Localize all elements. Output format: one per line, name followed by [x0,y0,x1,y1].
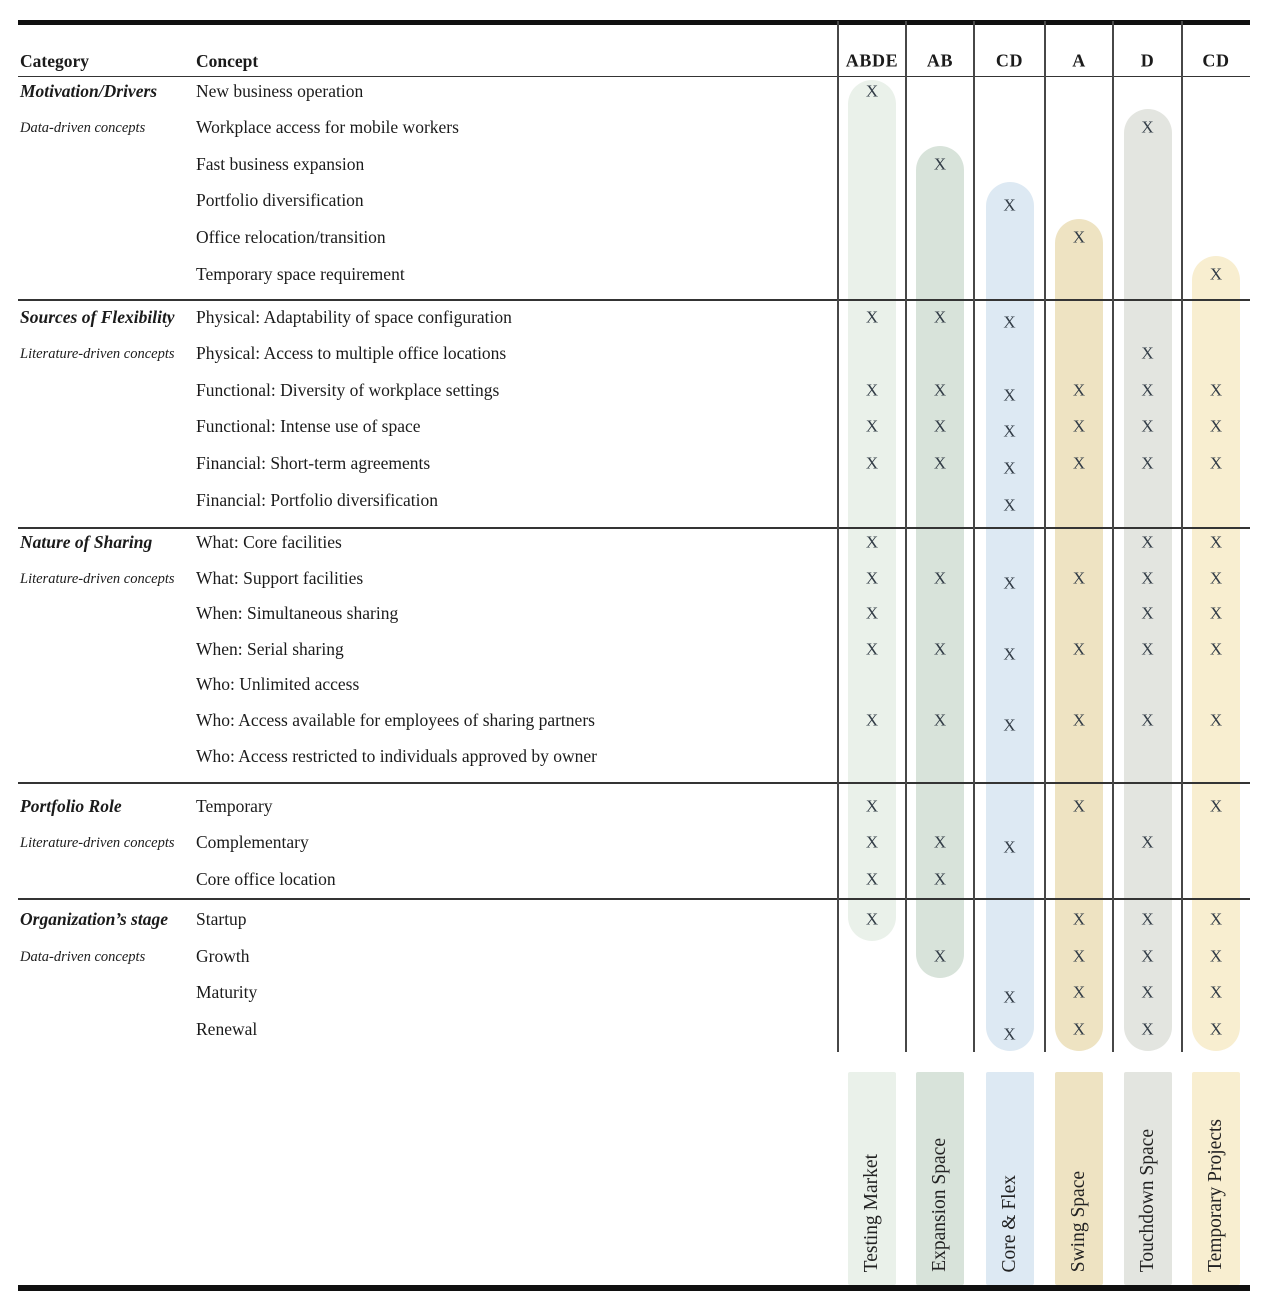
mark-x: X [1003,495,1016,515]
mark-x: X [865,532,879,552]
mark-x: X [865,796,879,816]
header-rule [18,76,1250,78]
mark-x: X [1072,568,1086,588]
concept-cell: What: Core facilities [196,532,342,552]
column-code-header: AB [926,50,954,71]
mark-x: X [1209,568,1223,588]
mark-x: X [1003,644,1016,664]
concept-cell: Functional: Diversity of workplace settings [196,380,500,400]
section-name: Portfolio Role [20,796,122,816]
mark-x: X [1209,946,1223,966]
column-separator [973,21,975,1052]
section-name: Sources of Flexibility [20,307,175,327]
concept-column-header: Concept [196,51,259,71]
column-label: Touchdown Space [1136,1128,1158,1272]
mark-x: X [1141,532,1154,552]
concept-cell: Renewal [196,1019,258,1039]
column-separator [905,21,907,1052]
mark-x: X [1072,453,1086,473]
concept-cell: Growth [196,946,250,966]
rule-bottom [18,1285,1250,1291]
column-label: Swing Space [1068,1170,1089,1272]
mark-x: X [933,453,947,473]
mark-x: X [1141,710,1154,730]
concept-cell: When: Simultaneous sharing [196,603,399,623]
mark-x: X [1209,264,1223,284]
mark-x: X [1209,1019,1223,1039]
mark-x: X [933,832,947,852]
column-label-band [848,1072,896,1285]
mark-x: X [933,154,947,174]
mark-x: X [1003,837,1016,857]
concept-cell: Physical: Access to multiple office locations [196,343,507,363]
concept-cell: New business operation [196,81,364,101]
column-label-band [986,1072,1034,1285]
mark-x: X [1209,603,1223,623]
mark-x: X [865,568,879,588]
mark-x: X [1072,639,1086,659]
concept-cell: When: Serial sharing [196,639,344,659]
column-code-header: CD [995,50,1024,71]
column-label-band [916,1072,964,1285]
concept-cell: Physical: Adaptability of space configuration [196,307,512,327]
concept-cell: Maturity [196,982,258,1002]
mark-x: X [933,710,947,730]
mark-x: X [1072,380,1086,400]
concept-cell: Portfolio diversification [196,190,364,210]
concept-cell: What: Support facilities [196,568,364,588]
mark-x: X [865,710,879,730]
section-rule [18,782,1250,784]
mark-x: X [1141,453,1154,473]
mark-x: X [1003,385,1016,405]
concept-cell: Office relocation/transition [196,227,386,247]
column-separator [1112,21,1114,1052]
concept-cell: Financial: Portfolio diversification [196,490,439,510]
mark-x: X [1072,416,1086,436]
rule-top [18,20,1250,25]
section-name: Organization’s stage [20,909,168,929]
mark-x: X [1141,1019,1154,1039]
concept-cell: Financial: Short-term agreements [196,453,431,473]
concept-cell: Temporary space requirement [196,264,405,284]
column-code-header: ABDE [845,50,899,71]
mark-x: X [1003,573,1016,593]
mark-x: X [865,639,879,659]
mark-x: X [1003,987,1016,1007]
concept-cell: Complementary [196,832,309,852]
mark-x: X [1003,715,1016,735]
mark-x: X [1209,710,1223,730]
column-code-header: D [1140,50,1155,71]
mark-x: X [1141,946,1154,966]
mark-x: X [1209,982,1223,1002]
mark-x: X [1209,796,1223,816]
mark-x: X [933,307,947,327]
mark-x: X [865,453,879,473]
mark-x: X [933,946,947,966]
section-type: Literature-driven concepts [20,835,175,851]
mark-x: X [1141,380,1154,400]
column-label-band [1124,1072,1172,1285]
mark-x: X [1141,416,1154,436]
mark-x: X [865,869,879,889]
mark-x: X [933,568,947,588]
mark-x: X [1141,909,1154,929]
column-band [916,146,964,978]
section-type: Literature-driven concepts [20,346,175,362]
mark-x: X [1072,982,1086,1002]
mark-x: X [1072,946,1086,966]
mark-x: X [865,832,879,852]
mark-x: X [1141,832,1154,852]
mark-x: X [1209,532,1223,552]
section-rule [18,299,1250,301]
mark-x: X [933,869,947,889]
mark-x: X [933,639,947,659]
mark-x: X [933,416,947,436]
mark-x: X [1141,982,1154,1002]
mark-x: X [865,416,879,436]
concept-cell: Functional: Intense use of space [196,416,421,436]
column-label: Temporary Projects [1205,1119,1226,1272]
column-label-band [1192,1072,1240,1285]
concept-cell: Core office location [196,869,336,889]
mark-x: X [1072,710,1086,730]
section-type: Literature-driven concepts [20,571,175,587]
concept-cell: Who: Access available for employees of sharing partners [196,710,595,730]
concept-cell: Workplace access for mobile workers [196,117,459,137]
mark-x: X [1209,909,1223,929]
column-separator [1044,21,1046,1052]
mark-x: X [865,380,879,400]
mark-x: X [1141,568,1154,588]
mark-x: X [865,81,879,101]
mark-x: X [1003,195,1016,215]
mark-x: X [1209,639,1223,659]
section-type: Data-driven concepts [20,120,146,136]
column-separator [1181,21,1183,1052]
mark-x: X [1141,117,1154,137]
column-label: Core & Flex [998,1174,1020,1272]
column-label: Testing Market [861,1153,882,1272]
mark-x: X [1003,312,1016,332]
mark-x: X [865,307,879,327]
mark-x: X [1072,796,1086,816]
mark-x: X [1141,639,1154,659]
column-label-band [1055,1072,1103,1285]
mark-x: X [1072,1019,1086,1039]
mark-x: X [933,380,947,400]
mark-x: X [1209,453,1223,473]
mark-x: X [1209,380,1223,400]
mark-x: X [865,603,879,623]
column-code-header: CD [1202,50,1230,71]
concept-cell: Fast business expansion [196,154,365,174]
concept-cell: Who: Unlimited access [196,674,360,694]
concept-cell: Who: Access restricted to individuals approved by owner [196,746,597,766]
section-type: Data-driven concepts [20,949,146,965]
column-label: Expansion Space [929,1138,950,1272]
section-rule [18,527,1250,529]
column-separator [837,21,839,1052]
mark-x: X [1072,227,1086,247]
concept-cell: Temporary [196,796,273,816]
mark-x: X [1072,909,1086,929]
mark-x: X [865,909,879,929]
mark-x: X [1141,343,1154,363]
mark-x: X [1003,1024,1016,1044]
mark-x: X [1141,603,1154,623]
section-name: Nature of Sharing [20,532,153,552]
section-name: Motivation/Drivers [20,81,158,101]
section-rule [18,898,1250,900]
mark-x: X [1003,421,1016,441]
mark-x: X [1209,416,1223,436]
mark-x: X [1003,458,1016,478]
category-column-header: Category [20,51,90,71]
concept-cell: Startup [196,909,247,929]
column-code-header: A [1072,50,1086,71]
